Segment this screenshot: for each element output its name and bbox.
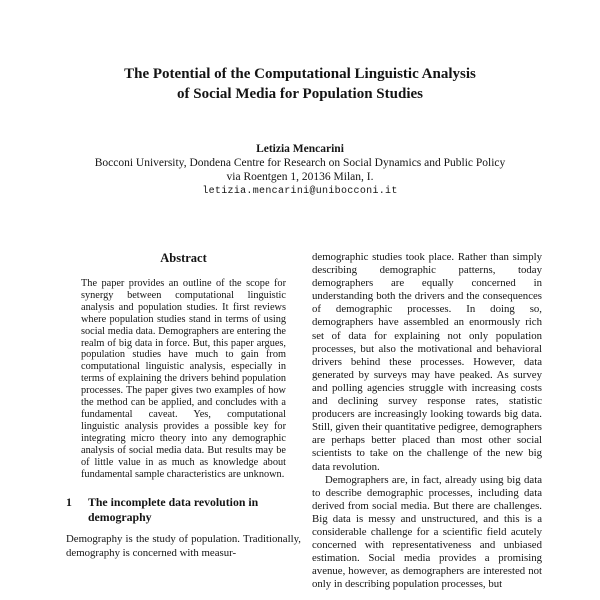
section-1-paragraph: Demography is the study of population. Traditionally, demography is concerned with measur- (66, 533, 301, 559)
paper-title (0, 64, 600, 104)
author-affiliation: Bocconi University, Dondena Centre for Research on Social Dynamics and Public Policy (94, 157, 506, 169)
author-email: letizia.mencarini@unibocconi.it (202, 186, 398, 197)
right-column (312, 251, 542, 591)
paper-header (0, 0, 600, 198)
abstract-heading: Abstract (160, 251, 207, 265)
author-address: via Roentgen 1, 20136 Milan, I. (226, 171, 374, 183)
body-paragraph-1: demographic studies took place. Rather than simply describing demographic patterns, today demographers are equally concerned in understanding both the drivers and the consequences of demographic processes. In doing so, demographers have assembled an enormously rich set of data for explaining not only population processes, but also the motivational and behavioral drivers behind these processes. However, data generated by surveys may have peaked. As survey and polling agencies struggle with increasing costs and declining survey response rates, statistic producers are increasingly looking towards big data. Still, given their quantitative pedigree, demographers are perhaps better placed than most other social scientists to take on the challenge of the new big data revolution. (312, 251, 542, 473)
abstract-text: The paper provides an outline of the scope for synergy between computational linguistic analysis and population studies. It first reviews where population studies stand in terms of using social media data. Demographers are entering the realm of big data in force. But, this paper argues, population studies have much to gain from computational linguistic analysis, especially in terms of explaining the drivers behind population processes. The paper gives two examples of how the method can be applied, and concludes with a fundamental caveat. Yes, computational linguistic analysis provides a possible key for integrating micro theory into any demographic analysis of social media data. But results may be of little value in as much as knowledge about fundamental sample characteristics are unknown. (81, 278, 286, 480)
paper-title-line-1: The Potential of the Computational Linguistic Analysis (124, 66, 476, 82)
two-column-body (66, 251, 542, 591)
author-block (0, 142, 600, 198)
section-1-heading (66, 495, 301, 524)
left-column (66, 251, 301, 591)
section-1-title: The incomplete data revolution in demography (88, 495, 259, 524)
section-1-number: 1 (66, 495, 72, 510)
author-name: Letizia Mencarini (256, 143, 344, 155)
paper-title-line-2: of Social Media for Population Studies (177, 86, 423, 102)
body-paragraph-2: Demographers are, in fact, already using big data to describe demographic processes, including data derived from social media. But there are challenges. Big data is messy and unstructured, and this is a considerable challenge for a scientific field acutely concerned with representativeness and unbiased estimation. Social media provides a promising avenue, however, as demographers are interested not only in describing population processes, but (312, 473, 542, 591)
